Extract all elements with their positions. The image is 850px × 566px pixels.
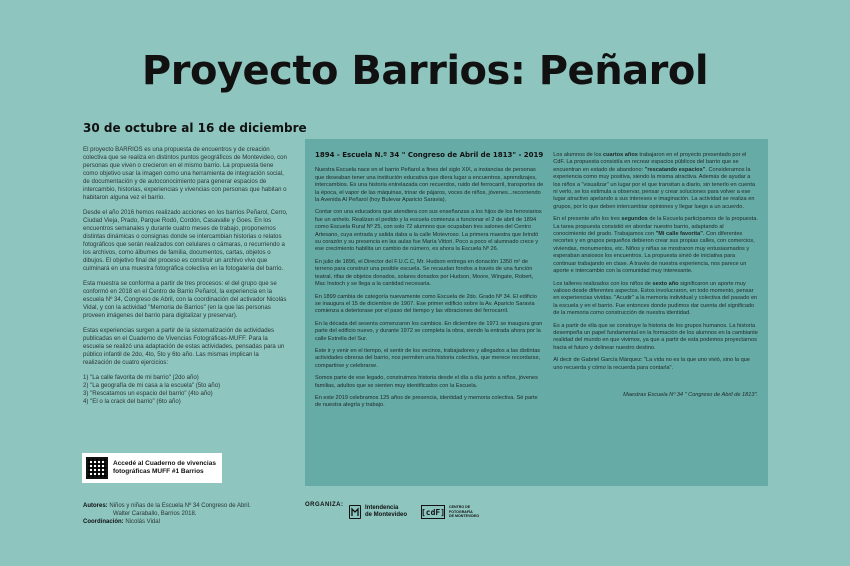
organiza-label: ORGANIZA: (305, 502, 344, 508)
workshop-paragraph-quote: Al decir de Gabriel García Márquez: "La vida no es la que uno vivió, sino la que uno recuerda y cómo la recuerda para contarla". (553, 357, 750, 371)
qr-code-icon[interactable] (86, 457, 108, 479)
workshop-paragraph-sexto: Los talleres realizados con los niños de sexto año significaron un aporte muy valioso desde diferentes aspectos. Estos involucraron, en todo momento, pensar en experiencias vividas. "Acudir" a la memoria individual y colectiva del pasado en la escuela y en el barrio. Fue entonces donde pudimos dar cuenta del significado de la memoria como construcción de nuestra identidad. (553, 280, 758, 317)
intendencia-logo (349, 505, 407, 519)
history-paragraph: En 1899 cambia de categoría nuevamente como Escuela de 2do. Grado Nº 34. El edificio se inaugura el 15 de diciembre de 1907. Ese primer edificio sobre la Av. Aparicio Saravia comienza a deteriorase por el paso del tiempo y las vibraciones del ferrocarril. (315, 293, 537, 315)
intro-column (83, 146, 288, 416)
cuaderno-link[interactable] (82, 453, 222, 483)
history-paragraph: Nuestra Escuela nace en el barrio Peñarol a fines del siglo XIX, a instancias de personas que deseaban tener una institución educativa que diera lugar a encuentros, aprendizajes, intercambios. Es una historia entrelazada con recuerdos, ruido del ferrocarril, transportes de la época, el vapor de las máquinas, trinar de pájaros, voces de niños, jóvenes...recorriendo la Avenida Al Peñarol (hoy Bulevar Aparicio Saravia). (315, 167, 544, 204)
history-paragraph: Este ir y venir en el tiempo, el sentir de los vecinos, trabajadores y allegados a las distintas actividades obreras del barrio, nos permiten una historia colectiva, que merece recordarse, compartirse y celebrarse. (315, 347, 541, 369)
cdf-logo-icon: [cdF] (421, 505, 445, 519)
coordination-line: Coordinación: Nicolás Vidal (83, 519, 160, 525)
exercise-item: 1) "La calle favorita de mi barrio" (2do año) (83, 374, 199, 381)
workshop-paragraph-historia: Es a partir de ella que se construye la historia de los grupos humanos. La historia desempeña un papel fundamental en la formación de los alumnos en la cambiante realidad del mundo en que vivimos, ya que a partir de esta podemos proyectarnos hacia el futuro y delinear nuestro destino. (553, 322, 758, 351)
panel-signature: Maestras Escuela Nº 34 " Congreso de Abril de 1813". (623, 391, 758, 398)
authors-line: Autores: Niños y niñas de la Escuela Nº 34 Congreso de Abril. (83, 503, 251, 509)
workshop-paragraph-segundos: En el presente año los tres segundos de la Escuela participamos de la propuesta. La tarea propuesta consistió en abordar nuestro barrio, adaptando al conocimiento del grado. Trabajamos con "Mi calle favorita". Con diferentes recortes y en grupos pequeños debieron crear sus propias calles, con comercios, viviendas, monumentos, etc. Niños y niñas se mostraron muy entusiasmados y esperaban ansiosos los encuentros. La propuesta sirvió de iniciativa para continuar trabajando en clase. A través de nuestra experiencia, nos parece un aporte e intercambio con la comunidad muy interesante. (553, 216, 758, 275)
history-column (315, 152, 543, 478)
cdf-logo-text: CENTRO DE FOTOGRAFÍA DE MONTEVIDEO (449, 505, 480, 519)
intro-paragraph-1: El proyecto BARRIOS es una propuesta de encuentros y de creación colectiva que se realiza en distintos puntos geográficos de Montevideo, con personas que viven o crecieron en el mismo barrio. La propuesta tiene como objetivo usar la imagen como una herramienta de integración social, de documentación y de autoconocimiento para generar espacios de intercambio, historias, experiencias y vivencias con personas que habitan o habitaron alguna vez el barrio. (83, 146, 287, 201)
intendencia-logo-icon (349, 505, 361, 519)
history-paragraph: Somos parte de ese legado, construimos historia desde el día a día junto a niños, jóvenes familias, adultos que se sienten muy identificados con la Escuela. (315, 375, 538, 389)
cuaderno-link-text: Accedé al Cuaderno de vivencias fotográficas MUFF #1 Barrios (113, 459, 216, 475)
intro-paragraph-2: Desde el año 2016 hemos realizado acciones en los barrios Peñarol, Cerro, Ciudad Vieja, Prado, Parque Rodó, Cordón, Casavalle y Goes. En los encuentros semanales y durante cuatro meses de trabajo, proponemos distintas dinámicas o consignas donde se intercambian historias o relatos fotográficos que serán realizados con celulares o cámaras, o recurriendo a los archivos, como álbumes de familia, documentos, cartas, objetos o dibujos. El objetivo final del proceso es construir un archivo vivo que culminará en una muestra fotográfica colectiva en la fotogalería del barrio. (83, 209, 288, 272)
authors-line-2: Walter Caraballo, Barrios 2018. (113, 511, 197, 517)
workshop-paragraph-cuartos: Los alumnos de los cuartos años trabajaron en el proyecto presentado por el CdF. La propuesta consistía en recrear espacios públicos del barrio que se encuentran en estado de abandono: "rescatando espacios". Consideramos la experiencia como muy positiva, siendo la misma atractiva. Además de ayudar a los niños a "visualizar" un lugar por el que transitan a diario, sin tenerlo en cuenta ni verlo, se los estimula a observar, pensar y crear soluciones para volver a ese lugar atractivo apelando a sus intereses e imaginación. La actividad se realiza en grupos, por lo que deben intercambiar opiniones y llegar luego a un acuerdo. (553, 152, 756, 210)
exercise-item: 3) "Rescatamos un espacio del barrio" (4to año) (83, 390, 213, 397)
intendencia-logo-text: Intendencia de Montevideo (365, 505, 408, 518)
poster-title: Proyecto Barrios: Peñarol (141, 48, 709, 94)
history-paragraph: En la década del sesenta comenzaron los cambios. En diciembre de 1971 se inaugura gran parte del edificio nuevo, y durante 1972 se completa la obra, siendo la entrada ahora por la calle Estrella del Sur. (315, 320, 543, 342)
history-paragraph: Contar con una educadora que atendiera con sus enseñanzas a los hijos de los ferroviarios fue un anhelo. Realizan el pedido y la escuela comienza a funcionar el 2 de abril de 1894 como Escuela Rural Nº 25, con solo 72 alumnos que ocupaban tres salones del Centro Artesano, cuya entrada y salida daba a la calle Motevroso. La primera maestra que brindó su corazón y su presencia en las aulas fue María Vittori. Poco a poco el alumnado crece y ese crecimiento habilita un cambio de número, es ahora la Escuela Nº 26. (315, 209, 542, 253)
history-paragraph: En julio de 1896, el Director del F.U.C.C, Mr. Hudson entrega en donación 1350 m² de terreno para construir una posible escuela. Se recaudan fondos a través de una función teatral, rifas de objetos donados, solares donados por Hudson, Moore, Wingate, Robert, Mac Instoch y se llega a la cantidad necesaria. (315, 258, 534, 288)
panel-heading: 1894 - Escuela N.º 34 " Congreso de Abril de 1813" - 2019 (315, 151, 544, 159)
exercise-item: 4) "El o la crack del barrio" (6to año) (83, 398, 181, 405)
school-history-panel (305, 139, 768, 486)
exercise-item: 2) "La geografía de mi casa a la escuela" (5to año) (83, 382, 221, 389)
intro-paragraph-3: Esta muestra se conforma a partir de tres procesos: el del grupo que se conformó en 2018 en el Centro de Barrio Peñarol, la experiencia en la escuela Nº 34, Congreso de Abril, con la coordinación del activador Nicolás Vidal, y con la actividad "Memoria de Barrios" (en la que las personas proveen imágenes del barrio para digitalizar y preservar). (83, 280, 287, 319)
intro-paragraph-4: Estas experiencias surgen a partir de la sistematización de actividades publicadas en el Cuaderno de Vivencias Fotográficas-MUFF. Para la escuela se realizó una adaptación de estas actividades, pensadas para un público infantil de 2do, 4to, 5to y 6to año. Las mismas implican la realización de cuatro ejercicios: (83, 327, 285, 366)
cdf-logo (421, 505, 479, 519)
history-paragraph: En este 2019 celebramos 125 años de presencia, identidad y memoria colectiva. Sé parte de nuestra alegría y trabajo. (315, 394, 538, 409)
credits (83, 502, 293, 526)
exercise-list (83, 374, 288, 406)
workshops-column (553, 152, 758, 478)
exhibition-dates: 30 de octubre al 16 de diciembre (83, 121, 307, 135)
